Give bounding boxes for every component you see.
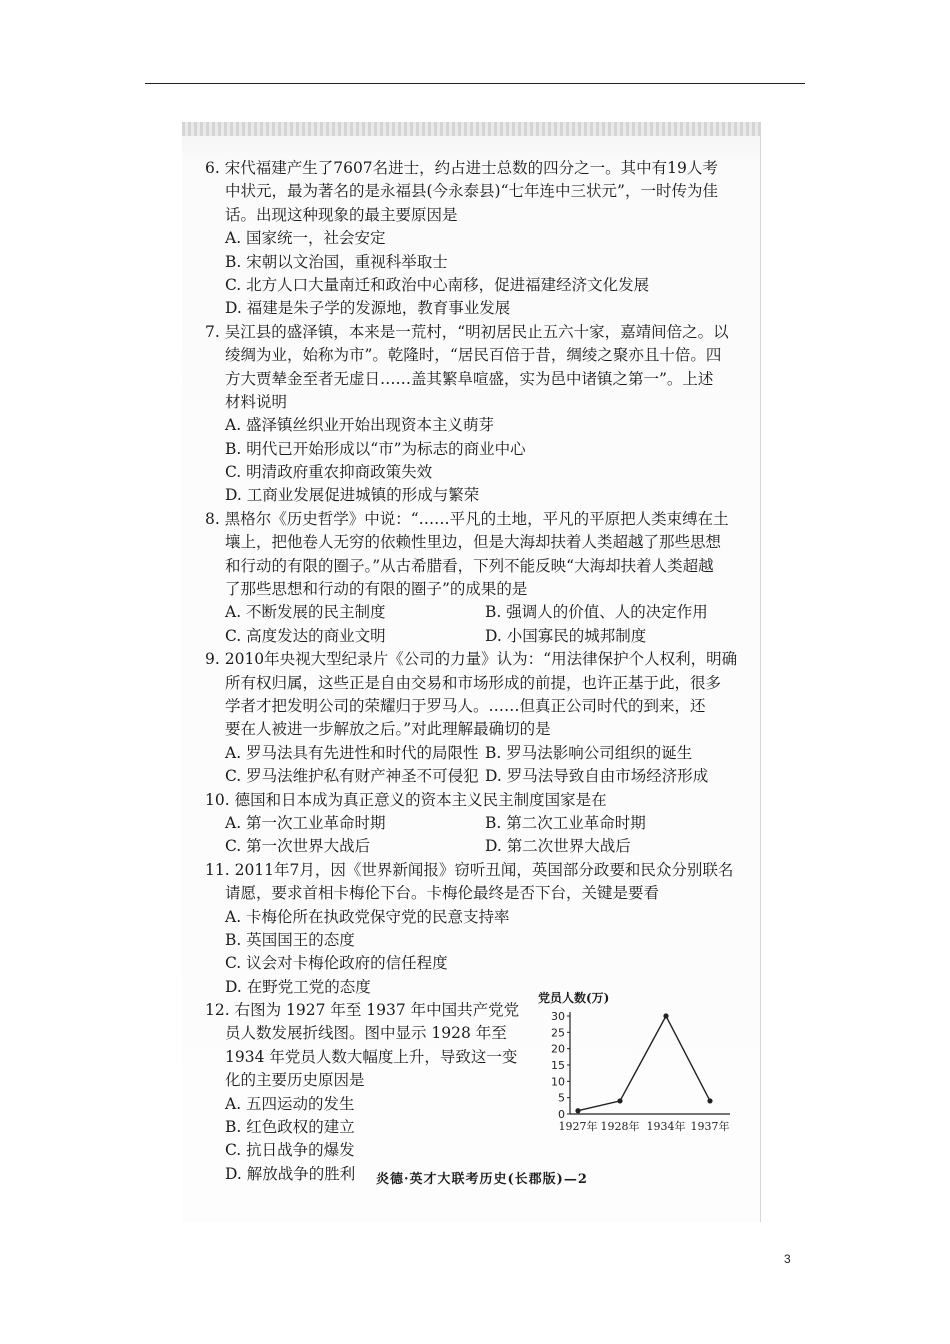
option-row bbox=[205, 835, 745, 858]
stem-line: 7. 吴江县的盛泽镇，本来是一荒村，“明初居民止五六十家，嘉靖间倍之。以 bbox=[205, 322, 729, 341]
question-10 bbox=[205, 789, 745, 859]
option-row bbox=[205, 742, 745, 765]
stem-line: 请愿，要求首相卡梅伦下台。卡梅伦最终是否下台，关键是要看 bbox=[225, 884, 660, 903]
party-membership-chart bbox=[530, 990, 740, 1135]
x-tick-label: 1934年 bbox=[646, 1120, 686, 1133]
page-number: 3 bbox=[784, 1252, 791, 1266]
x-tick-label: 1928年 bbox=[600, 1120, 640, 1133]
y-tick-label: 15 bbox=[551, 1059, 565, 1072]
option-c: C. 抗日战争的爆发 bbox=[225, 1141, 355, 1160]
option-a: A. 五四运动的发生 bbox=[225, 1094, 355, 1113]
option-c: C. 第一次世界大战后 bbox=[225, 837, 371, 856]
option-b: B. 罗马法影响公司组织的诞生 bbox=[485, 743, 693, 762]
option-d: D. 福建是朱子学的发源地，教育事业发展 bbox=[225, 299, 511, 318]
stem-line: 化的主要历史原因是 bbox=[225, 1071, 365, 1090]
question-11 bbox=[205, 859, 745, 999]
chart-ylabel: 党员人数(万) bbox=[538, 991, 610, 1005]
stem-line: 10. 德国和日本成为真正意义的资本主义民主制度国家是在 bbox=[205, 790, 607, 809]
y-tick-label: 5 bbox=[558, 1091, 565, 1105]
y-tick-label: 30 bbox=[551, 1010, 565, 1023]
option-d: D. 小国寡民的城邦制度 bbox=[485, 626, 647, 645]
stem-line: 要在人被进一步解放之后。”对此理解最确切的是 bbox=[225, 720, 551, 739]
y-tick-label: 25 bbox=[551, 1026, 565, 1040]
stem-line: 8. 黑格尔《历史哲学》中说：“……平凡的土地，平凡的平原把人类束缚在土 bbox=[205, 509, 729, 528]
page-footer: 炎德·英才大联考历史(长郡版)—2 bbox=[376, 1172, 588, 1187]
option-c: C. 高度发达的商业文明 bbox=[225, 626, 386, 645]
stem-line: 壤上，把他卷人无穷的依赖性里边，但是大海却扶着人类超越了那些思想 bbox=[225, 533, 722, 552]
stem-line: 员人数发展折线图。图中显示 1928 年至 bbox=[225, 1024, 507, 1043]
option-row bbox=[205, 601, 745, 624]
option-b: B. 红色政权的建立 bbox=[225, 1118, 355, 1137]
stem-line: 6. 宋代福建产生了7607名进士，约占进士总数的四分之一。其中有19人考 bbox=[205, 159, 718, 177]
stem-line: 绫绸为业，始称为市”。乾隆时，“居民百倍于昔，绸绫之聚亦且十倍。四 bbox=[225, 346, 722, 365]
question-7 bbox=[205, 321, 745, 508]
data-point bbox=[575, 1108, 580, 1113]
option-d: D. 第二次世界大战后 bbox=[485, 837, 631, 856]
option-c: C. 议会对卡梅伦政府的信任程度 bbox=[225, 954, 448, 973]
header-rule bbox=[145, 83, 805, 84]
stem-line: 所有权归属，这些正是自由交易和市场形成的前提，也许正基于此，很多 bbox=[225, 673, 722, 692]
stem-line: 方大贾辇金至者无虚日……盖其繁阜喧盛，实为邑中诸镇之第一”。上述 bbox=[225, 369, 714, 388]
option-row bbox=[205, 625, 745, 648]
stem-line: 中状元，最为著名的是永福县(今永泰县)“七年连中三状元”，一时传为佳 bbox=[225, 182, 718, 201]
option-b: B. 英国国王的态度 bbox=[225, 930, 355, 949]
option-row bbox=[205, 812, 745, 835]
x-tick-label: 1927年 bbox=[558, 1120, 598, 1133]
option-b: B. 明代已开始形成以“市”为标志的商业中心 bbox=[225, 439, 526, 458]
data-point bbox=[707, 1098, 712, 1103]
option-a: A. 卡梅伦所在执政党保守党的民意支持率 bbox=[225, 907, 510, 926]
option-b: B. 宋朝以文治国，重视科举取士 bbox=[225, 252, 448, 271]
option-c: C. 明清政府重农抑商政策失效 bbox=[225, 463, 433, 482]
y-tick-label: 10 bbox=[551, 1075, 565, 1089]
data-point bbox=[617, 1098, 622, 1103]
option-b: B. 强调人的价值、人的决定作用 bbox=[485, 603, 708, 622]
option-row bbox=[205, 765, 745, 788]
option-d: D. 罗马法导致自由市场经济形成 bbox=[485, 767, 709, 786]
stem-line: 了那些思想和行动的有限的圈子”的成果的是 bbox=[225, 580, 528, 599]
stem-line: 11. 2011年7月，因《世界新闻报》窃听丑闻，英国部分政要和民众分别联名 bbox=[205, 860, 734, 879]
option-a: A. 国家统一，社会安定 bbox=[225, 229, 386, 248]
option-d: D. 在野党工党的态度 bbox=[225, 977, 371, 996]
y-tick-label: 0 bbox=[558, 1108, 565, 1121]
option-c: C. 罗马法维护私有财产神圣不可侵犯 bbox=[225, 767, 479, 786]
stem-line: 9. 2010年央视大型纪录片《公司的力量》认为：“用法律保护个人权利，明确 bbox=[205, 650, 738, 669]
option-c: C. 北方人口大量南迁和政治中心南移，促进福建经济文化发展 bbox=[225, 275, 650, 294]
question-9 bbox=[205, 648, 745, 788]
series-line bbox=[578, 1016, 710, 1111]
stem-line: 和行动的有限的圈子。”从古希腊看，下列不能反映“大海却扶着人类超越 bbox=[225, 556, 714, 575]
stem-line: 学者才把发明公司的荣耀归于罗马人。……但真正公司时代的到来，还 bbox=[225, 696, 706, 715]
option-a: A. 罗马法具有先进性和时代的局限性 bbox=[225, 743, 479, 762]
stem-line: 12. 右图为 1927 年至 1937 年中国共产党党 bbox=[205, 1001, 520, 1020]
stem-line: 材料说明 bbox=[225, 392, 288, 411]
option-d: D. 解放战争的胜利 bbox=[225, 1164, 356, 1183]
data-point bbox=[663, 1013, 668, 1018]
y-tick-label: 20 bbox=[551, 1042, 565, 1056]
stem-line: 话。出现这种现象的最主要原因是 bbox=[225, 205, 458, 224]
question-6 bbox=[205, 157, 745, 321]
scan-edge-band bbox=[182, 122, 760, 136]
option-b: B. 第二次工业革命时期 bbox=[485, 813, 646, 832]
x-tick-label: 1937年 bbox=[690, 1120, 730, 1133]
option-a: A. 不断发展的民主制度 bbox=[225, 603, 386, 622]
option-d: D. 工商业发展促进城镇的形成与繁荣 bbox=[225, 486, 480, 505]
stem-line: 1934 年党员人数大幅度上升，导致这一变 bbox=[225, 1047, 518, 1066]
question-8 bbox=[205, 508, 745, 648]
option-a: A. 盛泽镇丝织业开始出现资本主义萌芽 bbox=[225, 416, 495, 435]
option-a: A. 第一次工业革命时期 bbox=[225, 813, 386, 832]
